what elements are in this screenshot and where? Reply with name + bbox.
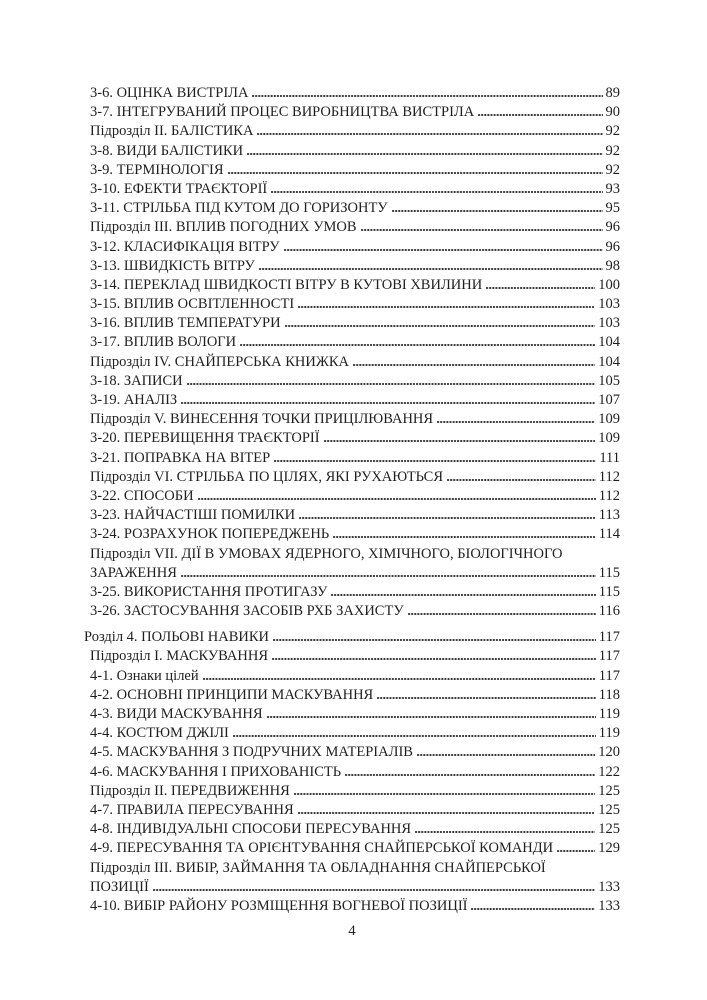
toc-entry-text: Розділ 4. ПОЛЬОВІ НАВИКИ	[84, 629, 270, 646]
dot-leader	[274, 460, 596, 462]
toc-entry-page-number: 92	[605, 161, 620, 178]
dot-leader	[471, 908, 595, 910]
toc-entry	[84, 583, 620, 602]
toc-entry-line	[84, 122, 620, 141]
toc-entry-line	[84, 647, 620, 666]
toc-entry	[84, 743, 620, 762]
toc-entry-page-number: 125	[598, 801, 620, 818]
toc-entry-page-number: 129	[598, 840, 620, 857]
toc-entry-line	[84, 468, 620, 487]
table-of-contents	[84, 84, 620, 916]
toc-entry-line	[84, 878, 620, 897]
toc-entry	[84, 333, 620, 352]
toc-entry	[84, 295, 620, 314]
toc-entry-line	[84, 410, 620, 429]
toc-entry	[84, 724, 620, 743]
toc-entry-text: 3-7. ІНТЕГРУВАНИЙ ПРОЦЕС ВИРОБНИЦТВА ВИСТРІЛА	[90, 104, 475, 121]
toc-entry-line	[84, 372, 620, 391]
toc-entry	[84, 142, 620, 161]
toc-entry-text: 3-11. СТРІЛЬБА ПІД КУТОМ ДО ГОРИЗОНТУ	[90, 200, 388, 217]
toc-entry-line	[84, 257, 620, 276]
dot-leader	[271, 191, 602, 193]
dot-leader	[353, 364, 595, 366]
toc-entry-line	[84, 333, 620, 352]
dot-leader	[478, 114, 602, 116]
dot-leader	[447, 479, 596, 481]
toc-entry-text: 3-16. ВПЛИВ ТЕМПЕРАТУРИ	[90, 315, 281, 332]
toc-entry-page-number: 109	[598, 430, 620, 447]
toc-entry-page-number: 95	[605, 200, 620, 217]
toc-entry-page-number: 125	[598, 782, 620, 799]
toc-entry	[84, 449, 620, 468]
toc-entry-text: ЗАРАЖЕННЯ	[90, 564, 177, 581]
toc-entry-line	[84, 449, 620, 468]
toc-entry	[84, 705, 620, 724]
dot-leader	[240, 344, 595, 346]
toc-entry-page-number: 103	[598, 315, 620, 332]
toc-entry-line	[84, 314, 620, 333]
toc-entry-page-number: 117	[598, 629, 620, 646]
toc-entry	[84, 199, 620, 218]
toc-entry	[84, 602, 620, 621]
toc-entry	[84, 667, 620, 686]
toc-entry	[84, 820, 620, 839]
toc-entry-text: 3-20. ПЕРЕВИЩЕННЯ ТРАЄКТОРІЇ	[90, 430, 320, 447]
toc-entry-text: Підрозділ II. БАЛІСТИКА	[90, 123, 254, 140]
toc-entry-page-number: 96	[605, 238, 620, 255]
toc-entry-text: 3-21. ПОПРАВКА НА ВІТЕР	[90, 449, 271, 466]
toc-entry-text: 3-22. СПОСОБИ	[90, 487, 194, 504]
toc-entry	[84, 276, 620, 295]
toc-entry-line	[84, 583, 620, 602]
toc-entry-page-number: 103	[598, 296, 620, 313]
toc-entry-text: ПОЗИЦІЇ	[90, 878, 149, 895]
dot-leader	[233, 735, 596, 737]
dot-leader	[247, 153, 602, 155]
toc-entry-line	[84, 686, 620, 705]
toc-entry-text: 3-24. РОЗРАХУНОК ПОПЕРЕДЖЕНЬ	[90, 526, 330, 543]
toc-entry	[84, 859, 620, 897]
toc-entry	[84, 429, 620, 448]
dot-leader	[299, 517, 596, 519]
toc-entry-page-number: 105	[598, 372, 620, 389]
dot-leader	[557, 850, 595, 852]
toc-entry-line	[84, 820, 620, 839]
toc-entry-page-number: 92	[605, 123, 620, 140]
toc-entry-text: Підрозділ IV. СНАЙПЕРСЬКА КНИЖКА	[90, 353, 349, 370]
toc-entry-text: Підрозділ V. ВИНЕСЕННЯ ТОЧКИ ПРИЦІЛЮВАННЯ	[90, 411, 434, 428]
toc-entry	[84, 628, 620, 647]
dot-leader	[408, 613, 596, 615]
toc-entry-text: 3-26. ЗАСТОСУВАННЯ ЗАСОБІВ РХБ ЗАХИСТУ	[90, 603, 404, 620]
toc-entry-text: Підрозділ II. ПЕРЕДВИЖЕННЯ	[90, 782, 290, 799]
toc-entry-text: 4-1. Ознаки цілей	[90, 667, 199, 684]
toc-entry-text: 3-25. ВИКОРИСТАННЯ ПРОТИГАЗУ	[90, 583, 328, 600]
toc-entry-line	[84, 705, 620, 724]
toc-entry	[84, 487, 620, 506]
toc-entry-text: Підрозділ VI. СТРІЛЬБА ПО ЦІЛЯХ, ЯКІ РУХАЮТЬСЯ	[90, 468, 443, 485]
toc-entry-line	[84, 199, 620, 218]
toc-entry-text: Підрозділ III. ВПЛИВ ПОГОДНИХ УМОВ	[90, 219, 357, 236]
toc-entry-text: 4-8. ІНДИВІДУАЛЬНІ СПОСОБИ ПЕРЕСУВАННЯ	[90, 821, 412, 838]
toc-entry-page-number: 104	[598, 334, 620, 351]
dot-leader	[257, 133, 602, 135]
toc-entry-page-number: 100	[598, 276, 620, 293]
toc-entry-text: 3-8. ВИДИ БАЛІСТИКИ	[90, 142, 244, 159]
toc-entry-text: 3-17. ВПЛИВ ВОЛОГИ	[90, 334, 237, 351]
toc-entry	[84, 122, 620, 141]
toc-entry-line	[84, 180, 620, 199]
toc-entry-text: 4-9. ПЕРЕСУВАННЯ ТА ОРІЄНТУВАННЯ СНАЙПЕРСЬКОЇ КОМАНДИ	[90, 840, 554, 857]
toc-entry-text: 3-19. АНАЛІЗ	[90, 392, 178, 408]
toc-entry-line	[84, 238, 620, 257]
toc-entry-page-number: 119	[598, 725, 620, 742]
toc-entry-line	[84, 487, 620, 506]
toc-entry-page-number: 113	[598, 507, 620, 524]
page-number: 4	[348, 923, 356, 939]
toc-entry-text: 3-9. ТЕРМІНОЛОГІЯ	[90, 161, 224, 178]
toc-entry-line	[84, 743, 620, 762]
dot-leader	[273, 639, 596, 641]
toc-entry-text: Підрозділ VII. ДІЇ В УМОВАХ ЯДЕРНОГО, ХІМІЧНОГО, БІОЛОГІЧНОГО	[90, 545, 563, 562]
toc-entry	[84, 410, 620, 429]
toc-entry	[84, 468, 620, 487]
toc-entry-line	[84, 142, 620, 161]
toc-entry-line	[84, 525, 620, 544]
toc-entry-line	[84, 839, 620, 858]
toc-entry-page-number: 120	[598, 744, 620, 761]
toc-entry-line	[84, 84, 620, 103]
dot-leader	[333, 536, 596, 538]
dot-leader	[267, 716, 596, 718]
toc-entry-line	[84, 564, 620, 583]
toc-entry-line	[84, 545, 620, 564]
toc-entry-page-number: 109	[598, 411, 620, 428]
toc-entry-line	[84, 429, 620, 448]
toc-entry-text: 4-4. КОСТЮМ ДЖІЛІ	[90, 725, 229, 742]
toc-entry-text: 3-6. ОЦІНКА ВИСТРІЛА	[90, 85, 249, 101]
toc-entry	[84, 238, 620, 257]
dot-leader	[203, 678, 596, 680]
toc-entry-page-number: 125	[598, 821, 620, 838]
toc-entry	[84, 314, 620, 333]
toc-entry-page-number: 89	[605, 85, 620, 101]
toc-entry	[84, 84, 620, 103]
toc-entry-line	[84, 782, 620, 801]
dot-leader	[415, 831, 595, 833]
toc-entry	[84, 763, 620, 782]
toc-entry-page-number: 115	[598, 564, 620, 581]
dot-leader	[284, 249, 603, 251]
toc-entry-text: Підрозділ I. МАСКУВАННЯ	[90, 648, 268, 665]
dot-leader	[486, 287, 595, 289]
toc-entry-text: 4-3. ВИДИ МАСКУВАННЯ	[90, 706, 263, 722]
toc-entry	[84, 257, 620, 276]
toc-entry	[84, 801, 620, 820]
toc-entry	[84, 686, 620, 705]
toc-entry	[84, 897, 620, 916]
toc-entry-line	[84, 724, 620, 743]
toc-entry-text: 4-7. ПРАВИЛА ПЕРЕСУВАННЯ	[90, 801, 294, 818]
dot-leader	[187, 383, 596, 385]
toc-entry-text: 3-12. КЛАСИФІКАЦІЯ ВІТРУ	[90, 238, 280, 255]
dot-leader	[198, 498, 596, 500]
toc-entry-page-number: 112	[598, 468, 620, 485]
dot-leader	[285, 325, 596, 327]
toc-entry	[84, 647, 620, 666]
toc-entry-text: 4-5. МАСКУВАННЯ З ПОДРУЧНИХ МАТЕРІАЛІВ	[90, 744, 413, 761]
toc-entry-line	[84, 667, 620, 686]
toc-entry-page-number: 111	[599, 449, 620, 466]
toc-entry-text: 3-14. ПЕРЕКЛАД ШВИДКОСТІ ВІТРУ В КУТОВІ ХВИЛИНИ	[90, 276, 483, 293]
dot-leader	[324, 440, 596, 442]
toc-entry-text: 3-18. ЗАПИСИ	[90, 372, 183, 389]
toc-entry	[84, 353, 620, 372]
toc-entry-page-number: 117	[598, 667, 620, 684]
toc-entry	[84, 391, 620, 410]
dot-leader	[331, 594, 595, 596]
toc-entry	[84, 545, 620, 583]
toc-entry-text: 4-10. ВИБІР РАЙОНУ РОЗМІЩЕННЯ ВОГНЕВОЇ ПОЗИЦІЇ	[90, 897, 468, 914]
toc-entry-page-number: 117	[598, 648, 620, 665]
toc-entry-line	[84, 103, 620, 122]
dot-leader	[252, 95, 602, 97]
toc-entry-page-number: 122	[598, 763, 620, 780]
toc-entry-page-number: 104	[598, 353, 620, 370]
toc-entry-line	[84, 353, 620, 372]
toc-entry-line	[84, 897, 620, 916]
toc-entry-page-number: 115	[598, 583, 620, 600]
dot-leader	[181, 575, 596, 577]
toc-entry-line	[84, 801, 620, 820]
toc-entry-page-number: 93	[605, 180, 620, 197]
dot-leader	[181, 402, 595, 404]
toc-entry	[84, 506, 620, 525]
dot-leader	[392, 210, 603, 212]
toc-entry-page-number: 112	[598, 487, 620, 504]
toc-entry-line	[84, 602, 620, 621]
toc-entry	[84, 525, 620, 544]
dot-leader	[298, 306, 595, 308]
toc-entry-line	[84, 506, 620, 525]
toc-entry-page-number: 133	[598, 897, 620, 914]
toc-entry-page-number: 116	[598, 603, 620, 620]
toc-entry-text: 3-13. ШВИДКІСТЬ ВІТРУ	[90, 257, 255, 274]
dot-leader	[361, 229, 603, 231]
toc-entry-page-number: 114	[598, 526, 620, 543]
toc-entry-page-number: 133	[598, 878, 620, 895]
toc-entry-line	[84, 763, 620, 782]
toc-entry-line	[84, 218, 620, 237]
toc-entry	[84, 218, 620, 237]
toc-entry-line	[84, 628, 620, 647]
toc-entry-line	[84, 295, 620, 314]
toc-entry-page-number: 119	[598, 706, 620, 722]
toc-entry-text: 3-15. ВПЛИВ ОСВІТЛЕННОСТІ	[90, 296, 295, 313]
dot-leader	[345, 774, 595, 776]
toc-entry-page-number: 118	[598, 686, 620, 703]
dot-leader	[259, 268, 603, 270]
toc-entry-page-number: 96	[605, 219, 620, 236]
toc-entry-page-number: 98	[605, 257, 620, 274]
toc-entry	[84, 180, 620, 199]
dot-leader	[437, 421, 595, 423]
dot-leader	[377, 697, 596, 699]
toc-entry-page-number: 90	[605, 104, 620, 121]
toc-entry-text: 3-10. ЕФЕКТИ ТРАЄКТОРІЇ	[90, 180, 268, 197]
toc-entry-page-number: 92	[605, 142, 620, 159]
toc-entry	[84, 372, 620, 391]
toc-entry-page-number: 107	[598, 392, 620, 408]
toc-entry	[84, 103, 620, 122]
toc-entry	[84, 782, 620, 801]
toc-entry-text: 3-23. НАЙЧАСТІШІ ПОМИЛКИ	[90, 507, 296, 524]
toc-entry-line	[84, 391, 620, 410]
toc-entry-line	[84, 161, 620, 180]
dot-leader	[298, 812, 596, 814]
dot-leader	[228, 172, 603, 174]
page-footer	[84, 922, 620, 941]
dot-leader	[417, 754, 595, 756]
toc-entry	[84, 839, 620, 858]
dot-leader	[294, 793, 595, 795]
dot-leader	[153, 889, 595, 891]
toc-entry	[84, 161, 620, 180]
toc-entry-text: 4-6. МАСКУВАННЯ І ПРИХОВАНІСТЬ	[90, 763, 342, 780]
toc-entry-text: Підрозділ III. ВИБІР, ЗАЙМАННЯ ТА ОБЛАДНАННЯ СНАЙПЕРСЬКОЇ	[90, 859, 546, 876]
toc-entry-line	[84, 859, 620, 878]
dot-leader	[272, 658, 596, 660]
toc-entry-text: 4-2. ОСНОВНІ ПРИНЦИПИ МАСКУВАННЯ	[90, 686, 374, 703]
toc-entry-line	[84, 276, 620, 295]
